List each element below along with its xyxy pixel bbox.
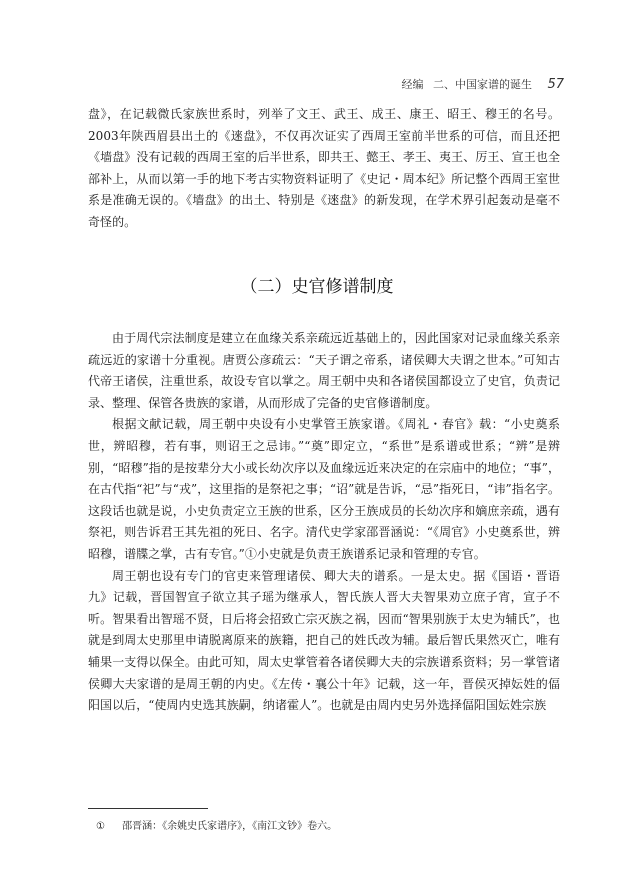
running-header xyxy=(401,76,564,92)
footnote xyxy=(96,817,337,832)
body-top xyxy=(88,104,560,234)
paragraph-continued: 盘》，在记载微氏家族世系时，列举了文王、武王、成王、康王、昭王、穆王的名号。2003年陕西眉县出土的《逨盘》，不仅再次证实了西周王室前半世系的可信，而且还把《墙盘》没有记载的西周王室的后半世系，即共王、懿王、孝王、夷王、厉王、宣王也全部补上，从而以第一手的地下考古实物资料证明了《史记・周本纪》所记整个西周王室世系是准确无误的。《墙盘》的出土、特别是《逨盘》的新发现，在学术界引起轰动是毫不奇怪的。 xyxy=(88,107,560,229)
paragraph: 周王朝也设有专门的官吏来管理诸侯、卿大夫的谱系。一是太史。据《国语・晋语九》记载，晋国智宣子欲立其子瑶为继承人，智氏族人晋大夫智果劝立庶子宵，宣子不听。智果看出智瑶不贤，日后将会招致亡宗灭族之祸，因而“智果别族于太史为辅氏”，也就是到周太史那里申请脱离原来的族籍，把自己的姓氏改为辅。最后智氏果然灭亡，唯有辅果一支得以保全。由此可知，周太史掌管着各诸侯卿大夫的宗族谱系资料；另一掌管诸侯卿大夫家谱的是周王朝的内史。《左传・襄公十年》记载，这一年，晋侯灭掉妘姓的偪阳国以后，“使周内史选其族嗣，纳诸霍人”。也就是由周内史另外选择偪阳国妘姓宗族 xyxy=(88,568,560,713)
paragraph: 由于周代宗法制度是建立在血缘关系亲疏远近基础上的，因此国家对记录血缘关系亲疏远近的家谱十分重视。唐贾公彦疏云：“天子谓之帝系，诸侯卿大夫谓之世本。”可知古代帝王诸侯，注重世系，故设专官以掌之。周王朝中央和各诸侯国都设立了史官，负责记录、整理、保管各贵族的家谱，从而形成了完备的史官修谱制度。 xyxy=(88,331,560,410)
page-number: 57 xyxy=(547,77,564,92)
paragraph: 根据文献记载，周王朝中央设有小史掌管王族家谱。《周礼・春官》载：“小史奠系世，辨昭穆，若有事，则诏王之忌讳。”“奠”即定立，“系世”是系谱或世系；“辨”是辨别，“昭穆”指的是按辈分大小或长幼次序以及血缘远近来决定的在宗庙中的地位；“事”，在古代指“祀”与“戎”，这里指的是祭祀之事；“诏”就是告诉，“忌”指死日，“讳”指名字。这段话也就是说，小史负责定立王族的世系，区分王族成员的长幼次序和嫡庶亲疏，遇有祭祀，则告诉君王其先祖的死日、名字。清代史学家邵晋涵说：“《周官》小史奠系世，辨昭穆，谱牒之掌，古有专官。”①小史就是负责王族谱系记录和管理的专官。 xyxy=(88,417,560,561)
footnote-text: 邵晋涵：《余姚史氏家谱序》，《南江文钞》卷六。 xyxy=(122,821,338,832)
section-title: （二）史官修谱制度 xyxy=(240,277,394,297)
header-book-part: 经编 xyxy=(401,78,424,91)
header-chapter: 二、中国家谱的诞生 xyxy=(432,78,532,91)
footnote-mark: ① xyxy=(96,821,105,832)
footnote-rule xyxy=(88,808,208,809)
body-main xyxy=(88,328,560,717)
